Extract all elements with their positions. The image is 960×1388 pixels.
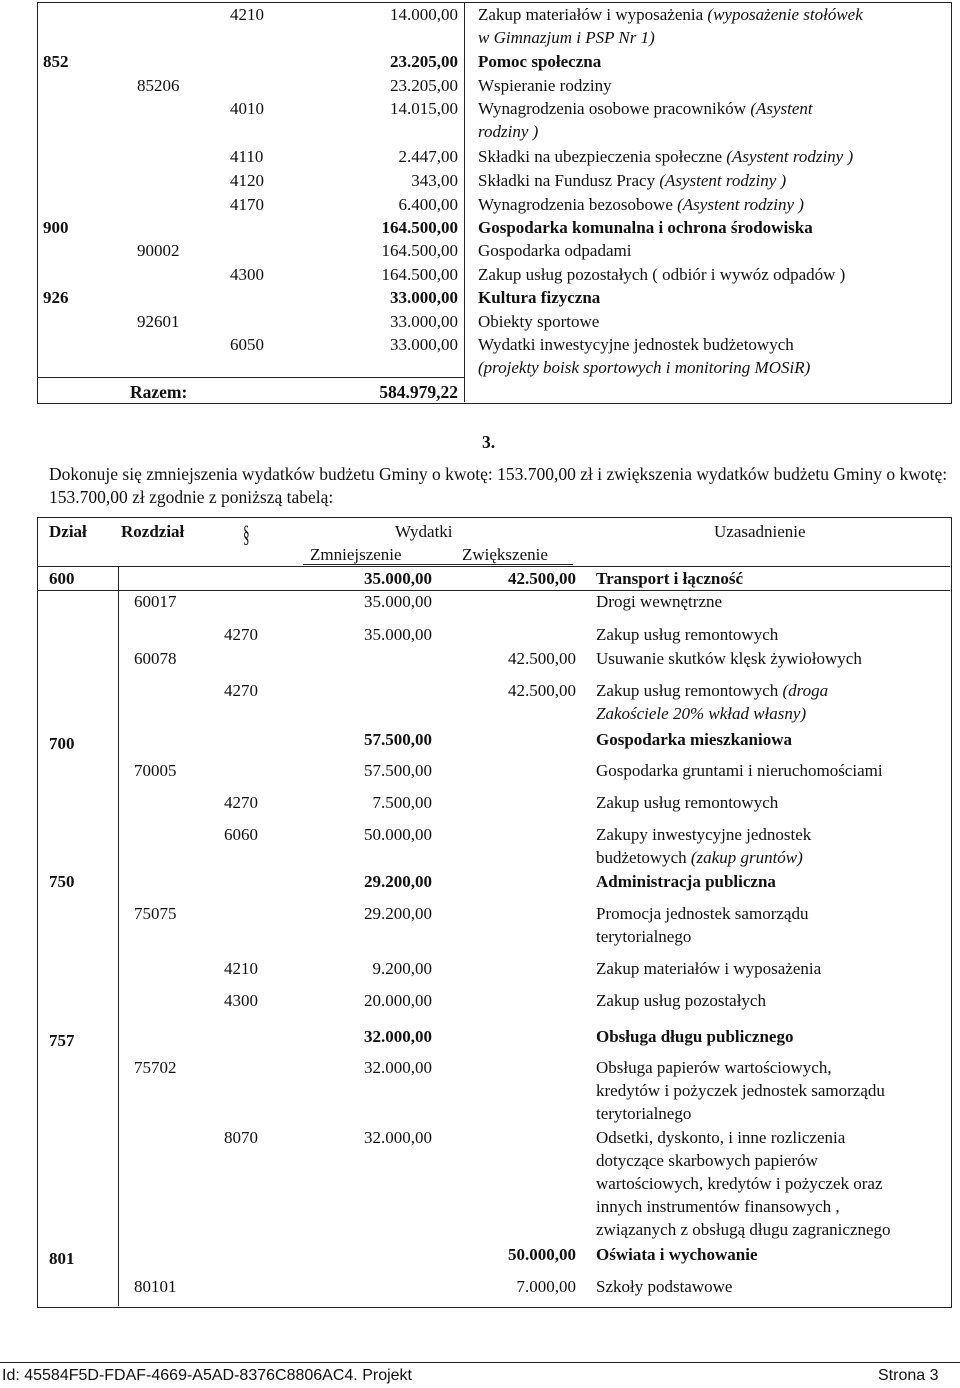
justification-text: Obsługa długu publicznego <box>596 1027 794 1046</box>
justification-text: terytorialnego <box>596 1104 692 1123</box>
row-rozdzial: 60017 <box>134 592 177 611</box>
row-decrease: 32.000,00 <box>364 1058 432 1077</box>
description-text: Wydatki inwestycyjne jednostek budżetowych <box>478 335 794 354</box>
header-wydatki: Wydatki <box>395 522 453 541</box>
row-amount: 164.500,00 <box>381 265 458 284</box>
description-text: Zakup usług pozostałych ( odbiór i wywóz odpadów ) <box>478 265 846 284</box>
header-rozdzial: Rozdział <box>121 522 185 541</box>
description-text: Zakup materiałów i wyposażenia <box>478 5 704 24</box>
justification-text: budżetowych <box>596 848 687 867</box>
row-justification <box>596 1276 732 1298</box>
row-decrease: 20.000,00 <box>364 991 432 1010</box>
row-description <box>478 194 804 216</box>
justification-text: Usuwanie skutków klęsk żywiołowych <box>596 649 862 668</box>
header-uzasadnienie: Uzasadnienie <box>714 522 806 541</box>
justification-text: innych instrumentów finansowych , <box>596 1197 840 1216</box>
justification-text: związanych z obsługą długu zagranicznego <box>596 1220 891 1239</box>
document-id: Id: 45584F5D-FDAF-4669-A5AD-8376C8806AC4. Projekt <box>2 1367 412 1384</box>
justification-text: Szkoły podstawowe <box>596 1277 733 1296</box>
row-description <box>478 287 600 309</box>
description-text: w Gimnazjum i PSP Nr 1) <box>478 28 655 47</box>
page-number: Strona 3 <box>878 1367 939 1384</box>
row-decrease: 9.200,00 <box>372 959 432 978</box>
justification-text: Zakup usług remontowych <box>596 625 779 644</box>
row-justification <box>596 591 722 613</box>
row-rozdzial: 92601 <box>137 312 180 331</box>
row-justification <box>596 1127 845 1149</box>
row-paragraf: 4110 <box>230 147 264 166</box>
row-paragraf: 4300 <box>230 265 264 284</box>
row-justification <box>596 729 792 751</box>
row-amount: 2.447,00 <box>398 147 458 166</box>
row-amount: 6.400,00 <box>398 195 458 214</box>
row-amount: 33.000,00 <box>390 312 458 331</box>
row-justification-cont <box>596 1103 691 1125</box>
row-justification <box>596 824 811 846</box>
header-dzial: Dział <box>49 522 87 541</box>
row-description-cont <box>478 121 538 143</box>
row-paragraf: 4170 <box>230 195 264 214</box>
header-zwiekszenie: Zwiększenie <box>462 545 548 564</box>
justification-text: Gospodarka mieszkaniowa <box>596 730 792 749</box>
row-decrease: 32.000,00 <box>364 1128 432 1147</box>
justification-text: Zakup usług remontowych <box>596 681 779 700</box>
row-description <box>478 264 845 286</box>
row-dzial: 757 <box>49 1031 75 1050</box>
description-text: Wynagrodzenia osobowe pracowników <box>478 99 747 118</box>
row-justification <box>596 1057 832 1079</box>
row-dzial: 926 <box>43 288 69 307</box>
header-underline <box>303 564 573 565</box>
row-amount: 33.000,00 <box>390 335 458 354</box>
description-text: Składki na ubezpieczenia społeczne <box>478 147 723 166</box>
section-paragraph: Dokonuje się zmniejszenia wydatków budżetu Gminy o kwotę: 153.700,00 zł i zwiększenia wydatków budżetu Gminy o kwotę: 153.700,00 zł zgodnie z poniższą tabelą: <box>49 464 948 507</box>
header-zmniejszenie: Zmniejszenie <box>310 545 402 564</box>
row-description <box>478 4 863 26</box>
row-description <box>478 170 786 192</box>
row-decrease: 35.000,00 <box>364 569 432 588</box>
row-decrease: 29.200,00 <box>364 872 432 891</box>
row-decrease: 35.000,00 <box>364 592 432 611</box>
row-decrease: 7.500,00 <box>372 793 432 812</box>
description-text: Pomoc społeczna <box>478 52 602 71</box>
justification-text: Zakupy inwestycyjne jednostek <box>596 825 812 844</box>
justification-text: terytorialnego <box>596 927 692 946</box>
row-rozdzial: 85206 <box>137 76 180 95</box>
section-number: 3. <box>482 432 496 452</box>
row-description <box>478 240 631 262</box>
description-text: Gospodarka komunalna i ochrona środowiska <box>478 218 813 237</box>
row-description <box>478 334 794 356</box>
table2-divider <box>37 566 950 567</box>
row-justification-cont <box>596 1173 883 1195</box>
row-justification <box>596 792 778 814</box>
row-justification <box>596 958 821 980</box>
row-justification-cont <box>596 703 806 725</box>
row-paragraf: 8070 <box>224 1128 258 1147</box>
row-description <box>478 51 601 73</box>
row-description-cont <box>478 357 810 379</box>
table1-divider <box>37 377 464 378</box>
description-note: (Asystent rodziny ) <box>655 171 787 190</box>
row-rozdzial: 75075 <box>134 904 177 923</box>
row-amount: 164.500,00 <box>381 218 458 237</box>
page-footer <box>0 1362 960 1388</box>
table2-divider <box>118 566 119 1306</box>
row-decrease: 32.000,00 <box>364 1027 432 1046</box>
row-justification-cont <box>596 847 803 869</box>
justification-text: kredytów i pożyczek jednostek samorządu <box>596 1081 885 1100</box>
justification-note: (droga <box>778 681 829 700</box>
row-justification <box>596 1244 758 1266</box>
row-dzial: 900 <box>43 218 69 237</box>
row-amount: 14.000,00 <box>390 5 458 24</box>
row-justification-cont <box>596 1196 840 1218</box>
row-justification <box>596 648 862 670</box>
justification-text: wartościowych, kredytów i pożyczek oraz <box>596 1174 883 1193</box>
row-dzial: 700 <box>49 734 75 753</box>
row-justification <box>596 903 808 925</box>
row-paragraf: 4210 <box>230 5 264 24</box>
row-amount: 23.205,00 <box>390 52 458 71</box>
justification-text: Gospodarka gruntami i nieruchomościami <box>596 761 883 780</box>
description-text: rodziny ) <box>478 122 539 141</box>
row-paragraf: 6060 <box>224 825 258 844</box>
row-rozdzial: 90002 <box>137 241 180 260</box>
justification-text: Zakup usług pozostałych <box>596 991 766 1010</box>
row-amount: 164.500,00 <box>381 241 458 260</box>
table1-total-value: 584.979,22 <box>379 382 458 402</box>
row-paragraf: 4300 <box>224 991 258 1010</box>
row-paragraf: 4010 <box>230 99 264 118</box>
row-description <box>478 217 813 239</box>
row-justification-cont <box>596 1150 818 1172</box>
description-text: Wspieranie rodziny <box>478 76 612 95</box>
justification-text: Oświata i wychowanie <box>596 1245 758 1264</box>
row-dzial: 750 <box>49 872 75 891</box>
row-increase: 7.000,00 <box>516 1277 576 1296</box>
row-paragraf: 4270 <box>224 793 258 812</box>
description-text: (projekty boisk sportowych i monitoring MOSiR) <box>478 358 811 377</box>
row-dzial: 801 <box>49 1249 75 1268</box>
justification-text: Zakup usług remontowych <box>596 793 779 812</box>
header-paragraph-sign: § <box>243 522 250 548</box>
row-justification-cont <box>596 1219 891 1241</box>
row-description <box>478 98 813 120</box>
justification-text: Drogi wewnętrzne <box>596 592 723 611</box>
justification-text: dotyczące skarbowych papierów <box>596 1151 818 1170</box>
description-text: Kultura fizyczna <box>478 288 601 307</box>
row-description <box>478 75 612 97</box>
row-justification <box>596 871 776 893</box>
row-increase: 42.500,00 <box>508 569 576 588</box>
row-decrease: 29.200,00 <box>364 904 432 923</box>
description-text: Składki na Fundusz Pracy <box>478 171 656 190</box>
justification-text: Obsługa papierów wartościowych, <box>596 1058 832 1077</box>
justification-text: Odsetki, dyskonto, i inne rozliczenia <box>596 1128 846 1147</box>
row-increase: 42.500,00 <box>508 649 576 668</box>
row-amount: 33.000,00 <box>390 288 458 307</box>
justification-note: (zakup gruntów) <box>686 848 803 867</box>
row-paragraf: 4270 <box>224 681 258 700</box>
row-decrease: 57.500,00 <box>364 761 432 780</box>
table1-total-label: Razem: <box>130 382 188 402</box>
row-rozdzial: 80101 <box>134 1277 177 1296</box>
row-justification <box>596 760 883 782</box>
row-increase: 50.000,00 <box>508 1245 576 1264</box>
row-paragraf: 4120 <box>230 171 264 190</box>
row-rozdzial: 70005 <box>134 761 177 780</box>
row-justification-cont <box>596 926 691 948</box>
description-text: Gospodarka odpadami <box>478 241 632 260</box>
justification-text: Transport i łączność <box>596 569 744 588</box>
justification-text: Administracja publiczna <box>596 872 776 891</box>
row-rozdzial: 60078 <box>134 649 177 668</box>
row-description-cont <box>478 27 655 49</box>
description-note: (wyposażenie stołówek <box>703 5 863 24</box>
justification-text: Promocja jednostek samorządu <box>596 904 809 923</box>
row-paragraf: 4270 <box>224 625 258 644</box>
row-paragraf: 4210 <box>224 959 258 978</box>
row-increase: 42.500,00 <box>508 681 576 700</box>
description-text: Obiekty sportowe <box>478 312 600 331</box>
description-note: (Asystent rodziny ) <box>672 195 804 214</box>
row-paragraf: 6050 <box>230 335 264 354</box>
row-amount: 23.205,00 <box>390 76 458 95</box>
row-justification <box>596 680 828 702</box>
table1-divider <box>464 2 465 402</box>
row-justification <box>596 990 766 1012</box>
description-text: Wynagrodzenia bezosobowe <box>478 195 673 214</box>
row-justification <box>596 624 778 646</box>
row-rozdzial: 75702 <box>134 1058 177 1077</box>
row-justification <box>596 1026 793 1048</box>
row-decrease: 50.000,00 <box>364 825 432 844</box>
row-description <box>478 146 853 168</box>
row-justification <box>596 568 743 590</box>
row-justification-cont <box>596 1080 885 1102</box>
row-dzial: 600 <box>49 569 75 588</box>
row-amount: 14.015,00 <box>390 99 458 118</box>
row-dzial: 852 <box>43 52 69 71</box>
description-note: (Asystent rodziny ) <box>722 147 854 166</box>
justification-text: Zakościele 20% wkład własny) <box>596 704 807 723</box>
row-decrease: 57.500,00 <box>364 730 432 749</box>
justification-text: Zakup materiałów i wyposażenia <box>596 959 822 978</box>
description-note: (Asystent <box>746 99 813 118</box>
row-description <box>478 311 599 333</box>
row-amount: 343,00 <box>411 171 458 190</box>
row-decrease: 35.000,00 <box>364 625 432 644</box>
